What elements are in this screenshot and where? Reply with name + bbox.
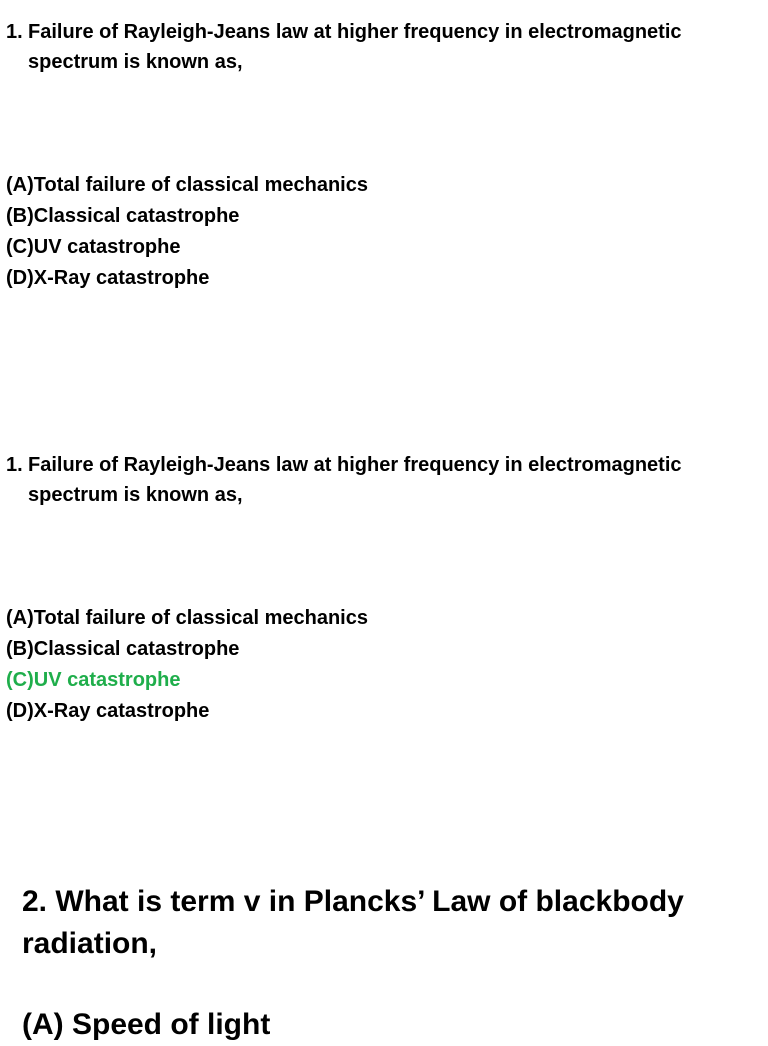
answer-option-c-correct: (C)UV catastrophe [6,669,181,691]
answer-option-a: (A)Total failure of classical mechanics [6,607,368,629]
question-2-option-a: (A) Speed of light [22,1008,271,1041]
option-d: (D)X-Ray catastrophe [6,267,210,289]
answer-option-d: (D)X-Ray catastrophe [6,700,210,722]
question-1-title [6,17,764,77]
question-1-number: 1. [6,21,23,43]
question-1-slide [6,17,764,289]
question-1-answer-options [6,603,368,727]
option-c: (C)UV catastrophe [6,236,181,258]
question-1-answer-text: Failure of Rayleigh-Jeans law at higher frequency in electromagnetic spectrum is known as, [28,454,682,506]
option-b: (B)Classical catastrophe [6,205,240,227]
answer-option-b: (B)Classical catastrophe [6,638,240,660]
option-a: (A)Total failure of classical mechanics [6,174,368,196]
question-1-answer-title [6,450,764,510]
question-1-answer-number: 1. [6,454,23,476]
question-2-text: 2. What is term v in Plancks’ Law of blackbody radiation, [22,885,684,960]
question-1-answer-slide [6,450,764,722]
question-1-options [6,170,368,294]
question-1-text: Failure of Rayleigh-Jeans law at higher frequency in electromagnetic spectrum is known as, [28,21,682,73]
